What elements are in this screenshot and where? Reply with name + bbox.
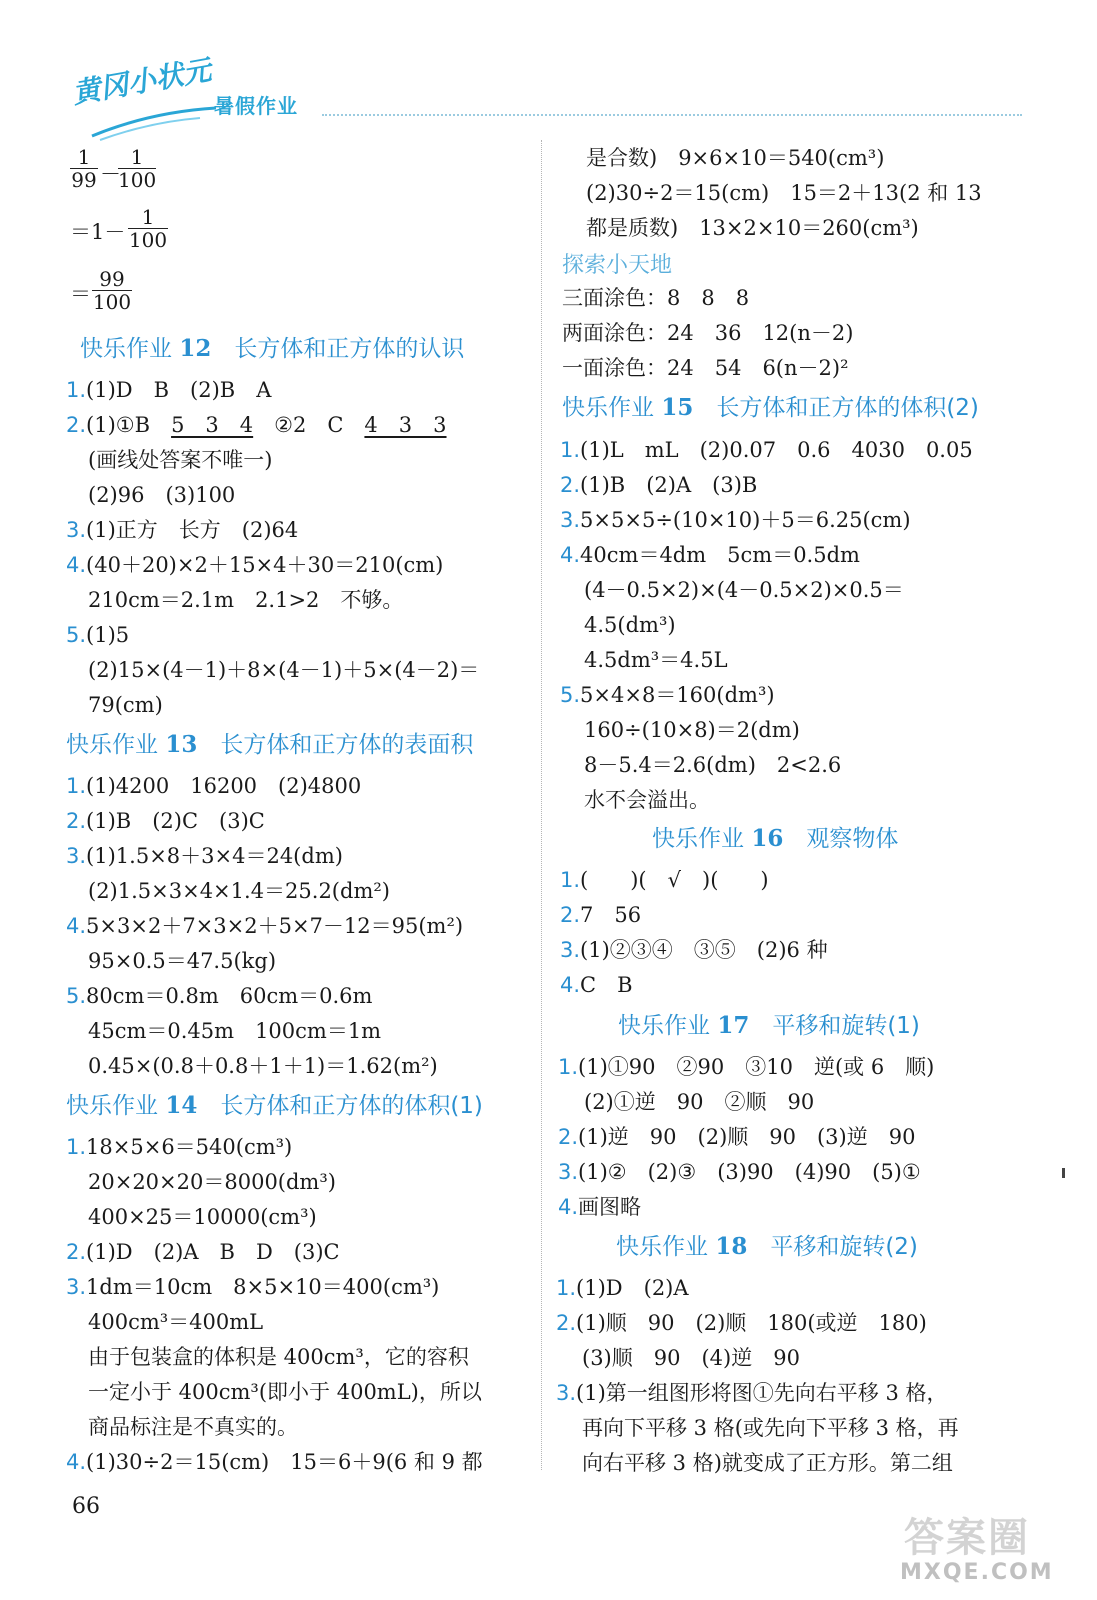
answer-line: (画线处答案不唯一) [88,448,273,472]
section-heading-12: 快乐作业 12 长方体和正方体的认识 [80,335,465,362]
answer-line: 5.(1)5 [66,623,130,647]
explore-section-title: 探索小天地 [562,253,673,278]
minus-sign: － [100,162,121,186]
answer-line: 3.5×5×5÷(10×10)＋5＝6.25(cm) [560,508,911,532]
answer-line: 4.5×3×2＋7×3×2＋5×7－12＝95(m²) [66,914,464,938]
answer-line: 4.画图略 [558,1195,642,1219]
answer-line: 1.(1)①90 ②90 ③10 逆(或 6 顺) [558,1055,935,1079]
answer-line: 2.(1)①B 5 3 4 ②2 C 4 3 3 [66,413,447,437]
answer-line: 4.5dm³＝4.5L [584,648,728,672]
answer-line: 3.(1)1.5×8＋3×4＝24(dm) [66,844,343,868]
answer-line: 商品标注是不真实的。 [88,1415,298,1439]
answer-line: 2.(1)顺 90 (2)顺 180(或逆 180) [556,1311,927,1335]
fraction: $\frac{1}{100}$ [128,205,168,252]
answer-line: 210cm＝2.1m 2.1>2 不够。 [88,588,404,612]
answer-line: (2)96 (3)100 [88,483,236,507]
answer-line: 4.5(dm³) [584,613,676,637]
answer-line: 1.(1)4200 16200 (2)4800 [66,774,362,798]
equation-step: ＝ [70,282,91,306]
answer-line: 向右平移 3 格)就变成了正方形。第二组 [582,1451,953,1475]
answer-line: 3.(1)②③④ ③⑤ (2)6 种 [560,938,828,962]
answer-line: 1.(1)L mL (2)0.07 0.6 4030 0.05 [560,438,973,462]
answer-line: 5.5×4×8＝160(dm³) [560,683,775,707]
swoosh-icon [90,102,220,142]
answer-line: (2)①逆 90 ②顺 90 [584,1090,815,1114]
answer-line: 2.(1)逆 90 (2)顺 90 (3)逆 90 [558,1125,916,1149]
edge-mark [1062,1168,1065,1178]
answer-line: 是合数) 9×6×10＝540(cm³) [586,146,885,170]
answer-line: 再向下平移 3 格(或先向下平移 3 格，再 [582,1416,959,1440]
answer-line: 两面涂色：24 36 12(n－2) [562,321,854,345]
answer-line: 20×20×20＝8000(dm³) [88,1170,336,1194]
answer-line: 1.(1)D (2)A [556,1276,689,1300]
answer-line: 一定小于 400cm³(即小于 400mL)，所以 [88,1380,482,1404]
answer-line: 4.(1)30÷2＝15(cm) 15＝6＋9(6 和 9 都 [66,1450,483,1474]
answer-line: 95×0.5＝47.5(kg) [88,949,277,973]
answer-line: (3)顺 90 (4)逆 90 [582,1346,800,1370]
answer-line: (2)15×(4－1)＋8×(4－1)＋5×(4－2)＝ [88,658,480,682]
answer-line: (2)1.5×3×4×1.4＝25.2(dm²) [88,879,390,903]
answer-line: 4.C B [560,973,633,997]
section-heading-15: 快乐作业 15 长方体和正方体的体积(2) [562,394,979,421]
answer-line: 1.(1)D B (2)B A [66,378,272,402]
answer-line: 8－5.4＝2.6(dm) 2<2.6 [584,753,842,777]
answer-line: 0.45×(0.8＋0.8＋1＋1)＝1.62(m²) [88,1054,438,1078]
fraction: $\frac{1}{99}$ [71,145,97,192]
header-divider [322,114,1022,116]
section-heading-13: 快乐作业 13 长方体和正方体的表面积 [66,731,474,758]
answer-line: (4－0.5×2)×(4－0.5×2)×0.5＝ [584,578,904,602]
fraction: $\frac{1}{100}$ [118,145,157,192]
column-divider [541,140,542,1470]
answer-line: 2.7 56 [560,903,642,927]
answer-line: 3.(1)② (2)③ (3)90 (4)90 (5)① [558,1160,921,1184]
answer-line: 水不会溢出。 [584,788,710,812]
answer-line: 2.(1)B (2)C (3)C [66,809,265,833]
answer-line: 2.(1)D (2)A B D (3)C [66,1240,340,1264]
answer-line: 都是质数) 13×2×10＝260(cm³) [586,216,919,240]
answer-line: 1.( )( √ )( ) [560,868,769,892]
answer-line: 400×25＝10000(cm³) [88,1205,317,1229]
answer-line: (2)30÷2＝15(cm) 15＝2＋13(2 和 13 [586,181,982,205]
answer-line: 3.1dm＝10cm 8×5×10＝400(cm³) [66,1275,440,1299]
brand-name: 黄冈小状元 [69,53,214,111]
page-number: 66 [72,1494,100,1519]
watermark-text: 答案圈 [904,1515,1030,1561]
fraction: $\frac{99}{100}$ [92,267,132,314]
answer-line: 45cm＝0.45m 100cm＝1m [88,1019,382,1043]
watermark-logo [900,1506,1080,1586]
brand-subtitle: 暑假作业 [214,94,298,118]
section-heading-16: 快乐作业 16 观察物体 [652,825,899,852]
answer-line: 一面涂色：24 54 6(n－2)² [562,356,849,380]
section-heading-14: 快乐作业 14 长方体和正方体的体积(1) [66,1092,483,1119]
answer-line: 4.(40＋20)×2＋15×4＋30＝210(cm) [66,553,444,577]
answer-line: 1.18×5×6＝540(cm³) [66,1135,293,1159]
answer-line: 由于包装盒的体积是 400cm³，它的容积 [88,1345,469,1369]
answer-line: 160÷(10×8)＝2(dm) [584,718,800,742]
equation-step: ＝1－ [70,220,126,244]
answer-line: 400cm³＝400mL [88,1310,264,1334]
answer-line: 79(cm) [88,693,163,717]
answer-line: 3.(1)正方 长方 (2)64 [66,518,299,542]
section-heading-17: 快乐作业 17 平移和旋转(1) [618,1012,920,1039]
watermark-url: MXQE.COM [900,1560,1054,1585]
answer-line: 5.80cm＝0.8m 60cm＝0.6m [66,984,373,1008]
answer-line: 2.(1)B (2)A (3)B [560,473,758,497]
answer-line: 4.40cm＝4dm 5cm＝0.5dm [560,543,860,567]
section-heading-18: 快乐作业 18 平移和旋转(2) [616,1233,918,1260]
answer-line: 3.(1)第一组图形将图①先向右平移 3 格， [556,1381,948,1405]
answer-line: 三面涂色：8 8 8 [562,286,750,310]
